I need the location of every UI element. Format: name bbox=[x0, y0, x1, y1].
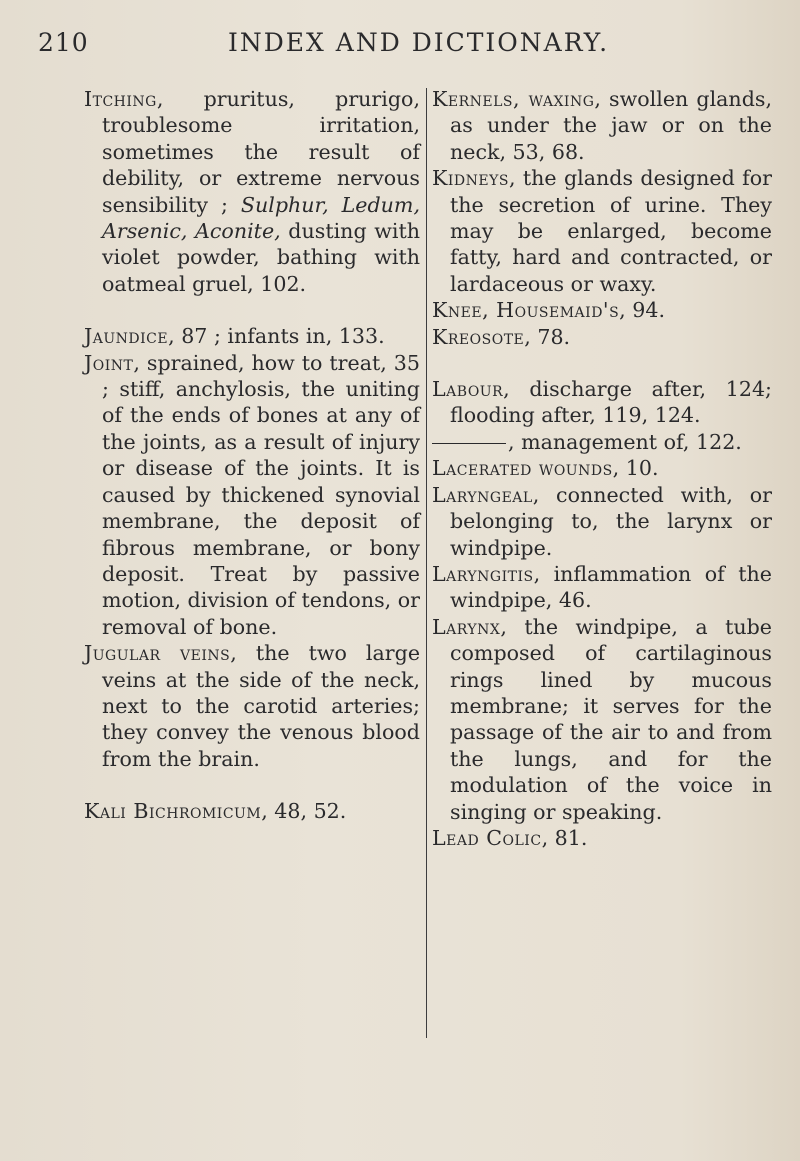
entry-lacerated-wounds bbox=[432, 455, 772, 481]
entry-text-tail: dusting with violet powder, bathing with oatmeal gruel, 102. bbox=[102, 219, 420, 296]
entry-italic-remedies: Sulphur, Ledum, Arsenic, Aconite, bbox=[102, 192, 420, 244]
entry-text: , pruritus, prurigo, troublesome irritation, sometimes the result of debility, or extreme nervous sensibility ; bbox=[102, 87, 420, 217]
entry-text: , 48, 52. bbox=[261, 799, 347, 824]
entry-text: , sprained, how to treat, 35 ; stiff, anchylosis, the uniting of the ends of bones at any of the joints, as a result of injury or disease of the joints. It is caused by thickened synovial membrane, the deposit of fibrous membrane, or bony deposit. Treat by passive motion, division of tendons, or removal of bone. bbox=[102, 350, 420, 639]
entry-head: Knee, Housemaid's bbox=[432, 298, 620, 323]
entry-kreosote bbox=[432, 324, 772, 350]
entry-kali-bichromicum bbox=[84, 798, 420, 824]
entry-text: , the windpipe, a tube composed of cartilaginous rings lined by mucous membrane; it serves for the passage of the air to and from the lungs, and for the modulation of the voice in singing or speaking. bbox=[450, 614, 772, 824]
entry-text: , management of, 122. bbox=[508, 429, 742, 454]
entry-head: Laryngeal bbox=[432, 482, 533, 507]
entry-text: , 78. bbox=[524, 324, 571, 349]
running-title: INDEX AND DICTIONARY. bbox=[228, 28, 610, 57]
entry-head: Joint bbox=[84, 350, 134, 375]
entry-text: , the two large veins at the side of the neck, next to the carotid arteries; they convey the venous blood from the brain. bbox=[102, 641, 421, 771]
page-header bbox=[38, 26, 778, 66]
entry-head: Laryngitis bbox=[432, 561, 534, 586]
left-column bbox=[84, 86, 420, 825]
entry-text: , 81. bbox=[541, 825, 588, 850]
entry-joint bbox=[84, 350, 420, 640]
entry-laryngitis bbox=[432, 561, 772, 614]
column-divider bbox=[426, 88, 427, 1038]
entry-kidneys bbox=[432, 165, 772, 297]
entry-head: Labour bbox=[432, 377, 504, 402]
entry-labour bbox=[432, 376, 772, 429]
entry-text: , 87 ; infants in, 133. bbox=[168, 324, 385, 349]
entry-text: , 94. bbox=[619, 298, 666, 323]
entry-head: Lacerated wounds bbox=[432, 456, 613, 481]
entry-text: , connected with, or belonging to, the larynx or windpipe. bbox=[450, 482, 772, 560]
entry-head: Lead Colic bbox=[432, 825, 542, 850]
entry-head: Kidneys bbox=[432, 166, 509, 191]
entry-jaundice bbox=[84, 323, 420, 349]
entry-head: Kali Bichromicum bbox=[84, 799, 262, 824]
entry-head: Kreosote bbox=[432, 324, 525, 349]
entry-head: Itching bbox=[84, 87, 157, 111]
entry-lead-colic bbox=[432, 825, 772, 851]
entry-itching bbox=[84, 86, 420, 297]
ditto-dash bbox=[432, 443, 506, 444]
entry-text: , the glands designed for the secretion of urine. They may be enlarged, become fatty, hard and contracted, or lardaceous or waxy. bbox=[450, 166, 772, 296]
page-number: 210 bbox=[38, 28, 89, 57]
entry-jugular-veins bbox=[84, 640, 420, 772]
entry-larynx bbox=[432, 614, 772, 825]
entry-head: Kernels, waxing bbox=[432, 87, 595, 111]
entry-laryngeal bbox=[432, 482, 772, 561]
entry-head: Larynx bbox=[432, 614, 501, 639]
entry-head: Jaundice bbox=[84, 324, 169, 349]
entry-labour-management bbox=[432, 429, 772, 455]
entry-head: Jugular veins bbox=[84, 641, 231, 666]
entry-kernels bbox=[432, 86, 772, 165]
entry-text: , 10. bbox=[612, 456, 659, 481]
right-column bbox=[432, 86, 772, 851]
entry-text: , discharge after, 124; flooding after, 119, 124. bbox=[450, 377, 772, 428]
entry-knee bbox=[432, 297, 772, 323]
entry-text: , inflammation of the windpipe, 46. bbox=[450, 561, 772, 613]
entry-text: , swollen glands, as under the jaw or on the neck, 53, 68. bbox=[450, 87, 772, 164]
